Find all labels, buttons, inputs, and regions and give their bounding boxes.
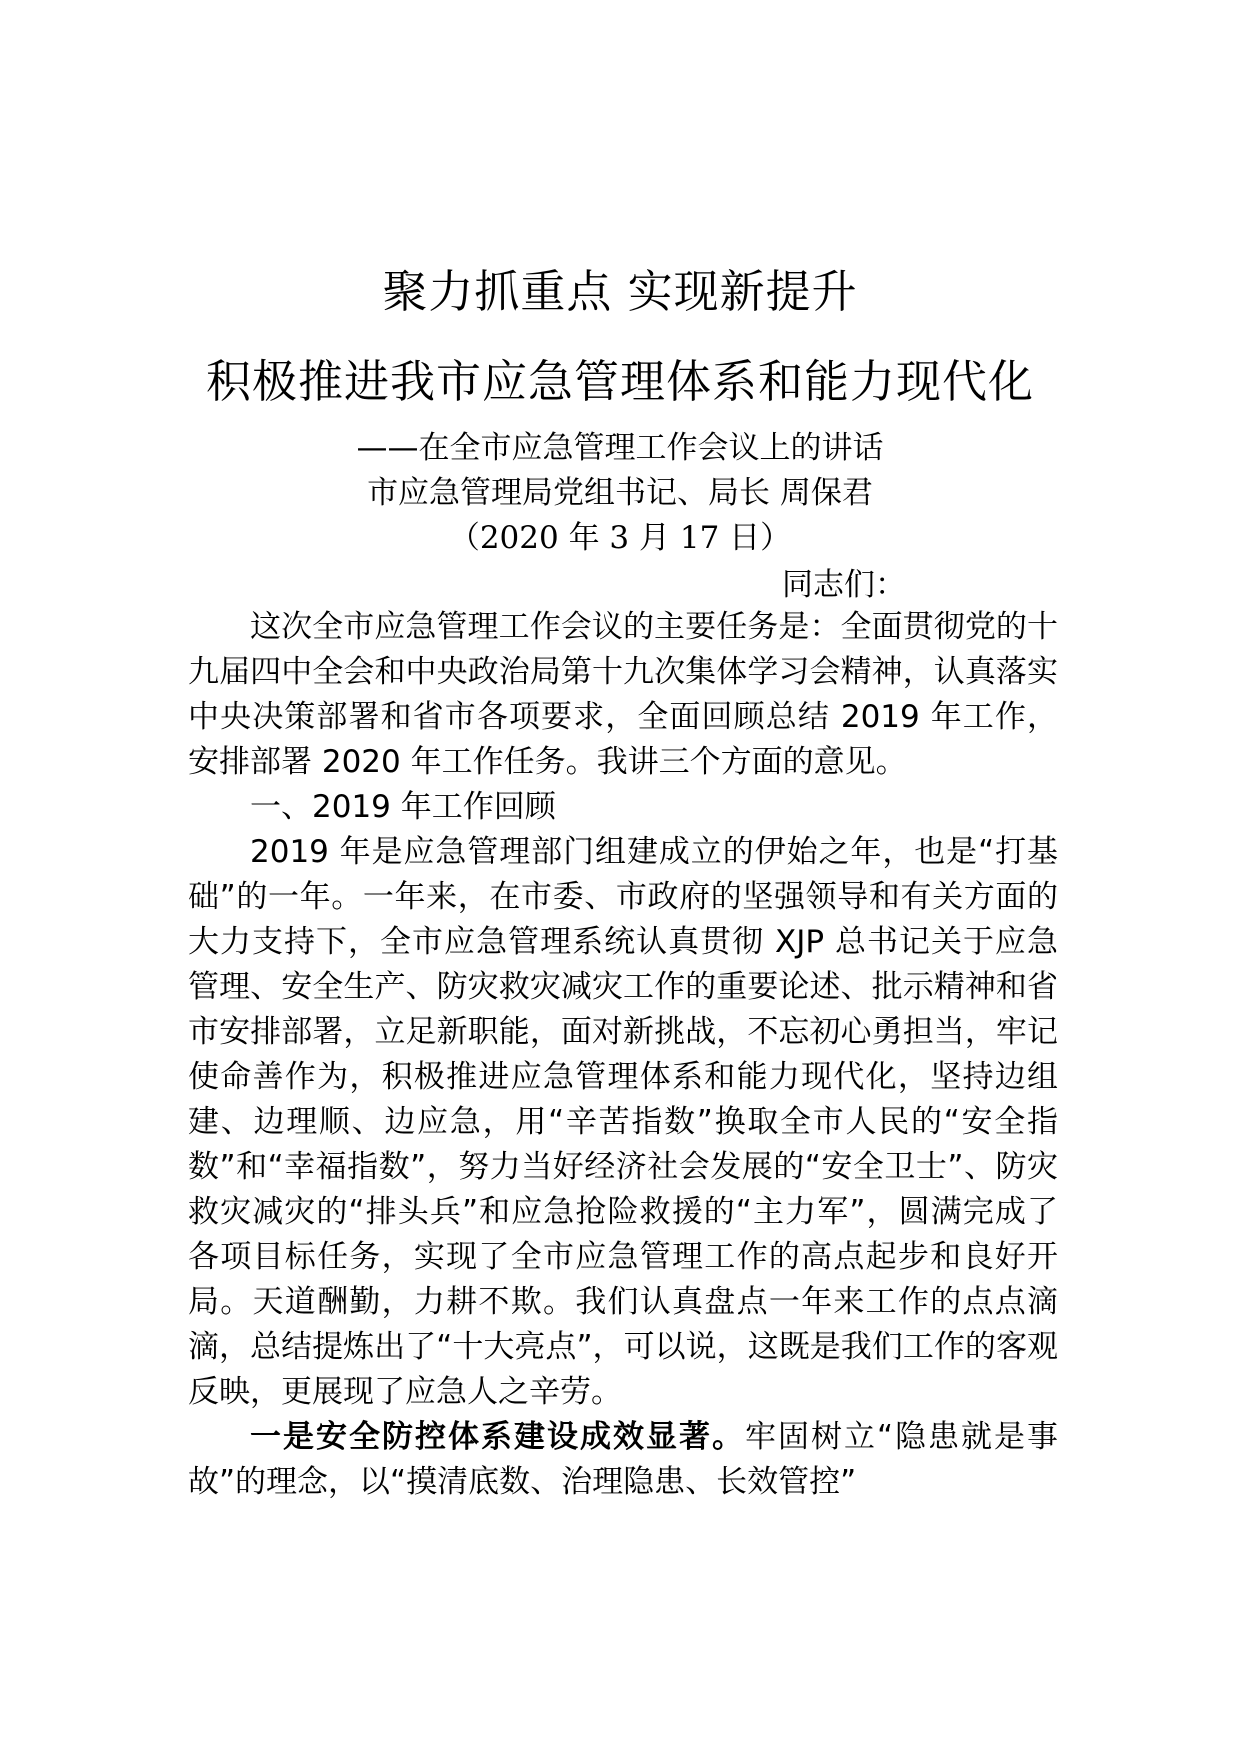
paragraph-review: 2019 年是应急管理部门组建成立的伊始之年，也是“打基础”的一年。一年来，在市委、市政府的坚强领导和有关方面的大力支持下，全市应急管理系统认真贯彻 XJP 总书记关于应急管理、安全生产、防灾救灾减灾工作的重要论述、批示精神和省市安排部署，立足新职能，面对新挑战，不忘初心勇担当，牢记使命善作为，积极推进应急管理体系和能力现代化，坚持边组建、边理顺、边应急，用“辛苦指数”换取全市人民的“安全指数”和“幸福指数”，努力当好经济社会发展的“安全卫士”、防灾救灾减灾的“排头兵”和应急抢险救援的“主力军”，圆满完成了各项目标任务，实现了全市应急管理工作的高点起步和良好开局。天道酬勤，力耕不欺。我们认真盘点一年来工作的点点滴滴，总结提炼出了“十大亮点”，可以说，这既是我们工作的客观反映，更展现了应急人之辛劳。 — [188, 834, 1058, 1410]
paragraph-rest: 牢固树立“隐患就是事故”的理念，以“摸清底数、治理隐患、长效管控” — [188, 1419, 1059, 1500]
paragraph-lead: 一是安全防控体系建设成效显著。 — [250, 1419, 745, 1455]
section-heading: 一、2019 年工作回顾 — [250, 789, 556, 825]
document-title-line-1: 聚力抓重点 实现新提升 — [382, 265, 858, 318]
salutation: 同志们： — [782, 567, 906, 603]
document-title-line-2: 积极推进我市应急管理体系和能力现代化 — [205, 355, 1034, 408]
document-body — [188, 605, 1058, 1505]
document-author: 市应急管理局党组书记、局长 周保君 — [367, 475, 873, 511]
paragraph-intro: 这次全市应急管理工作会议的主要任务是：全面贯彻党的十九届四中全会和中央政治局第十九次集体学习会精神，认真落实中央决策部署和省市各项要求，全面回顾总结 2019 年工作，安排部署 2020 年工作任务。我讲三个方面的意见。 — [188, 609, 1058, 780]
paragraph-highlight-one — [188, 1415, 1058, 1505]
document-date: （2020 年 3 月 17 日） — [448, 520, 792, 556]
document-subtitle: ——在全市应急管理工作会议上的讲话 — [356, 430, 884, 466]
